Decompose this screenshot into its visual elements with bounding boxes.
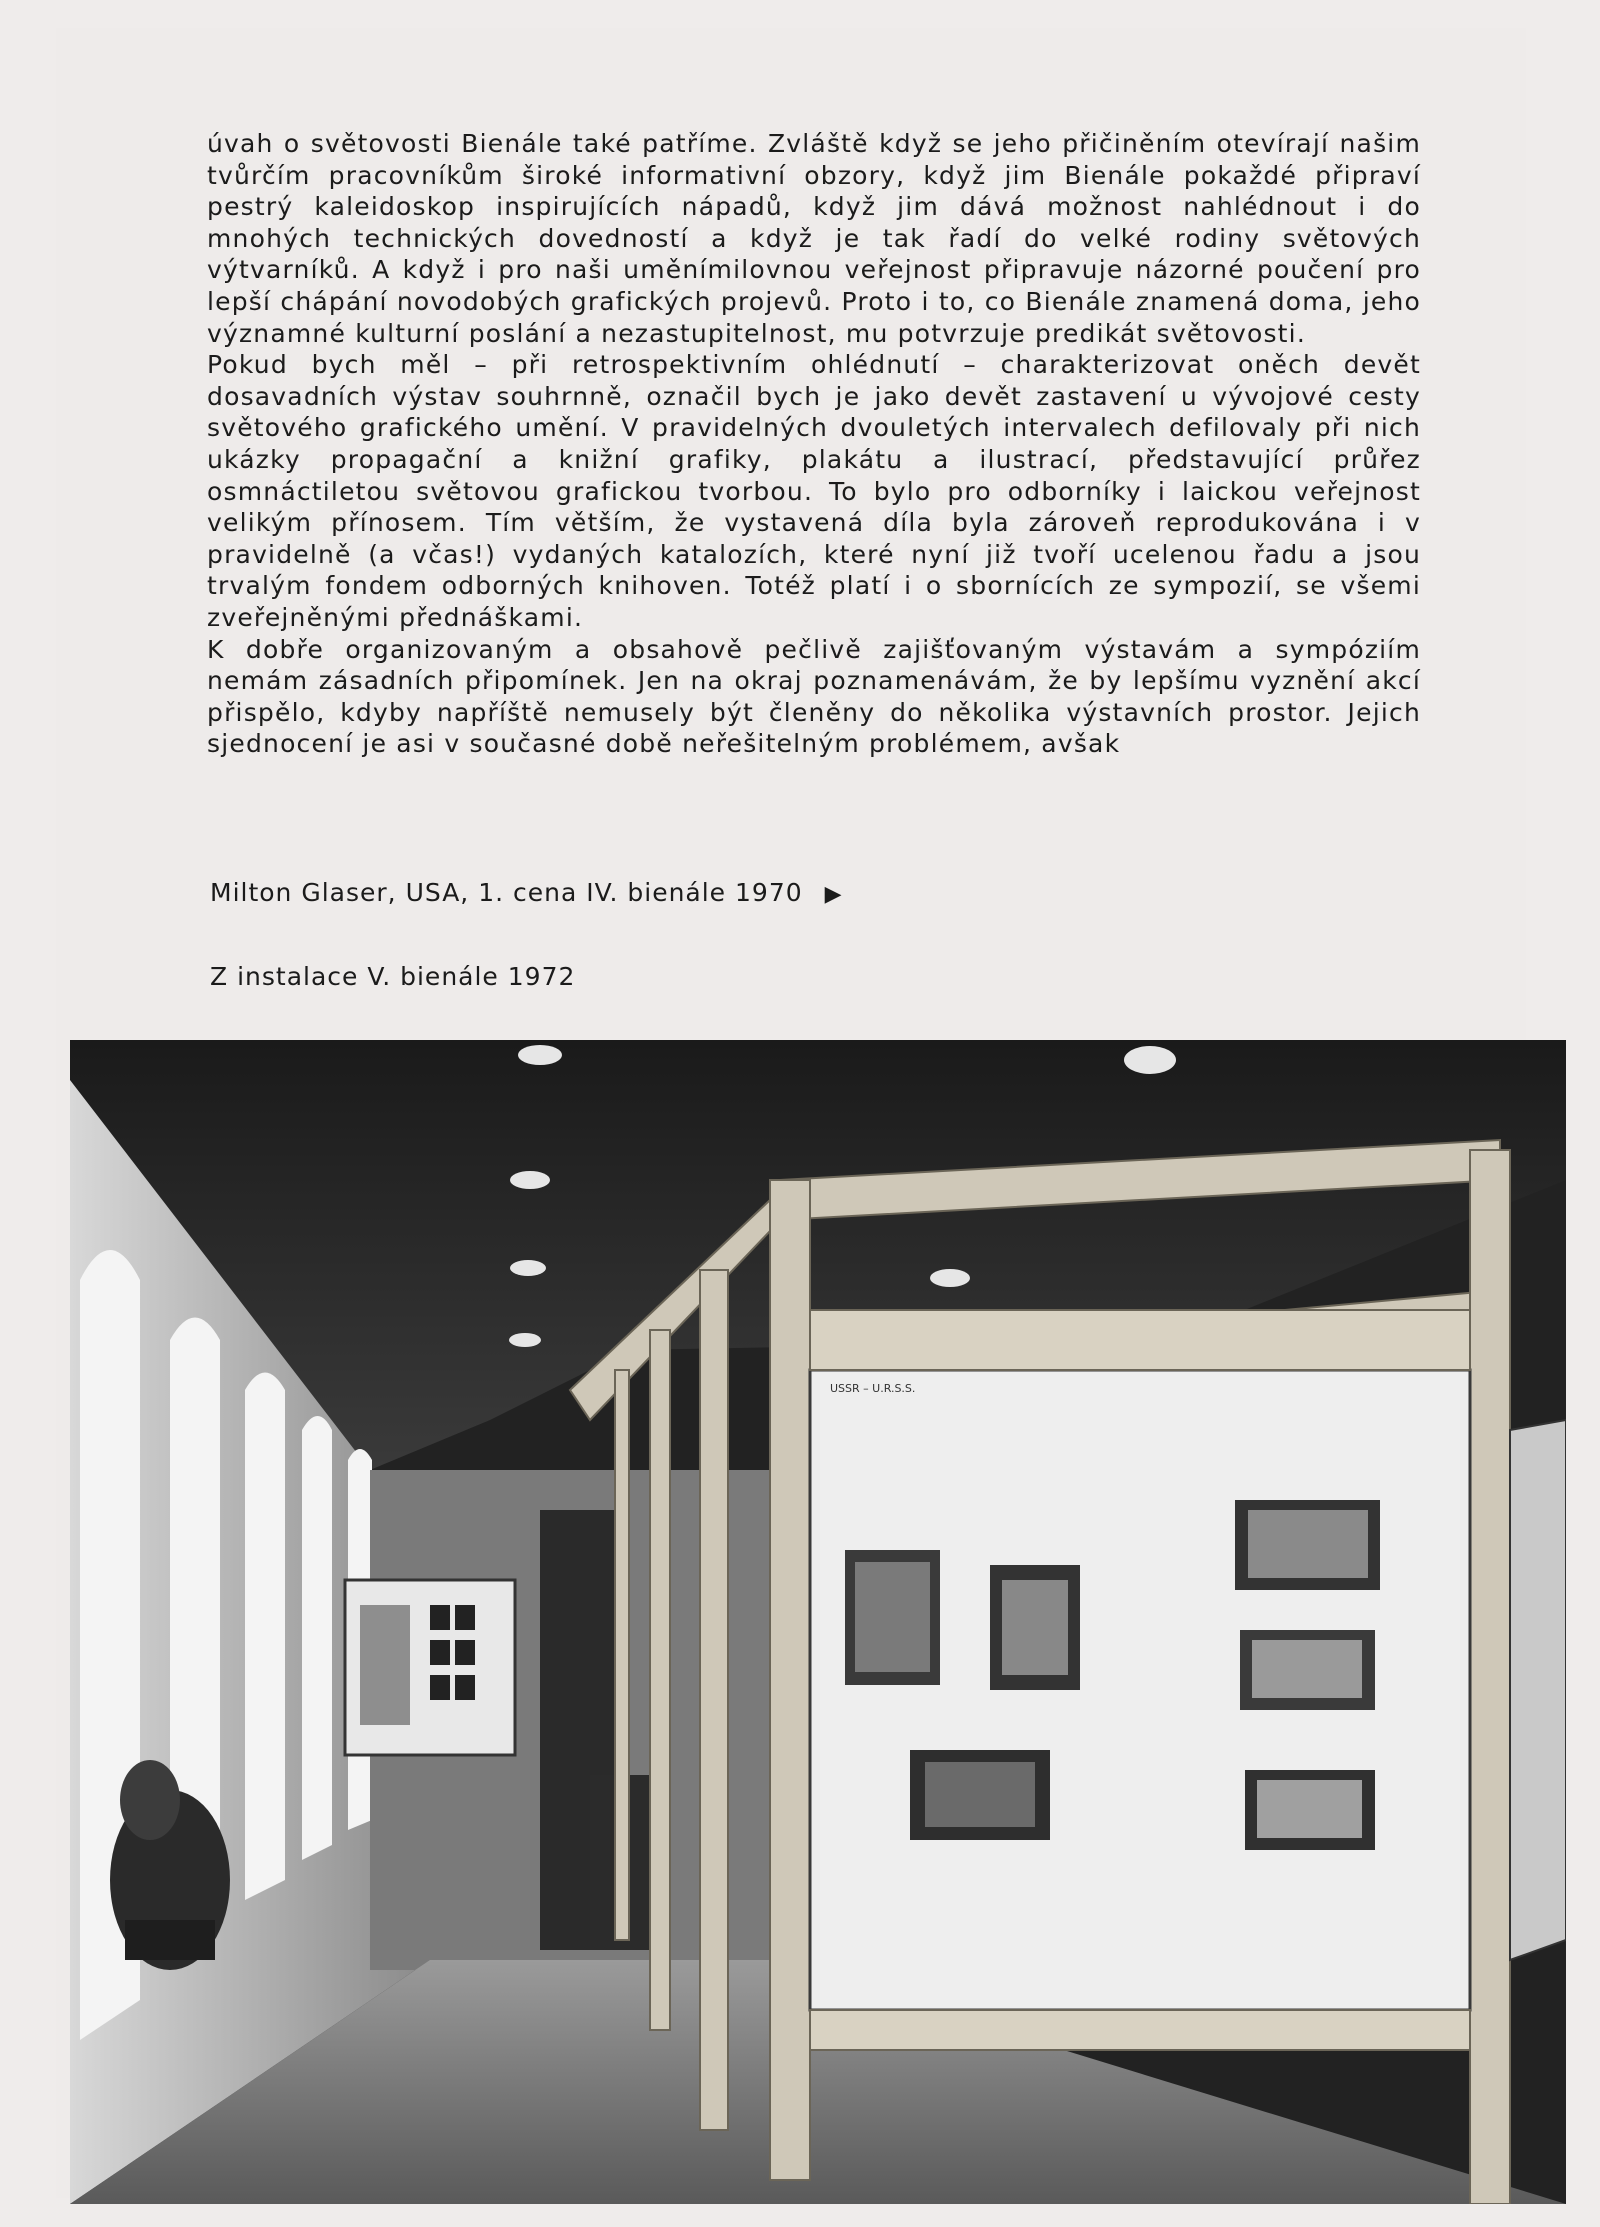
paragraph-1: úvah o světovosti Bienále také patříme. Zvláště když se jeho přičiněním otevírají našim tvůrčím pracovníkům široké informativní obzory, když jim Bienále pokaždé připraví pestrý kaleidoskop inspirujících nápadů, když jim dává možnost nahlédnout i do mnohých technických dovedností a když je tak řadí do velké rodiny světových výtvarníků. A když i pro naši uměnímilovnou veřejnost připravuje názorné poučení pro lepší chápání novodobých grafických projevů. Proto i to, co Bienále znamená doma, jeho významné kulturní poslání a nezastupitelnost, mu potvrzuje predikát světovosti. (207, 129, 1421, 348)
right-side-panel (1510, 1420, 1566, 1960)
caption-glaser (210, 878, 843, 907)
paragraph-2: Pokud bych měl – při retrospektivním ohlédnutí – charakterizovat oněch devět dosavadních výstav souhrnně, označil bych je jako devět zastavení u vývojové cesty světového grafického umění. V pravidelných dvouletých intervalech defilovaly při nich ukázky propagační a knižní grafiky, plakátu a ilustrací, představující průřez osmnáctiletou světovou grafickou tvorbou. To bylo pro odborníky i laickou veřejnost velikým přínosem. Tím větším, že vystavená díla byla zároveň reprodukována i v pravidelně (a včas!) vydaných katalozích, které nyní již tvoří ucelenou řadu a jsou trvalým fondem odborných knihoven. Totéž platí i o sbornících ze sympozií, se všemi zveřejněnými přednáškami. (207, 350, 1421, 632)
panel-top-beam (810, 1310, 1470, 1370)
exhibition-photo-drawing (70, 1040, 1566, 2204)
exhibition-photo (70, 1040, 1566, 2204)
caption-installation: Z instalace V. bienále 1972 (210, 962, 576, 991)
article-body (207, 128, 1421, 760)
paragraph-3: K dobře organizovaným a obsahově pečlivě zajišťovaným výstavám a sympóziím nemám zásadních připomínek. Jen na okraj poznamenávám, že by lepšímu vyznění akcí přispělo, kdyby napříště nemusely být členěny do několika výstavních prostor. Jejich sjednocení je asi v současné době neřešitelným problémem, avšak (207, 634, 1421, 759)
panel-label: USSR – U.R.S.S. (830, 1382, 916, 1395)
arrow-right-icon: ▶ (824, 882, 843, 907)
panel-bottom-beam (810, 2010, 1470, 2050)
caption-glaser-text: Milton Glaser, USA, 1. cena IV. bienále 1970 (210, 878, 803, 907)
